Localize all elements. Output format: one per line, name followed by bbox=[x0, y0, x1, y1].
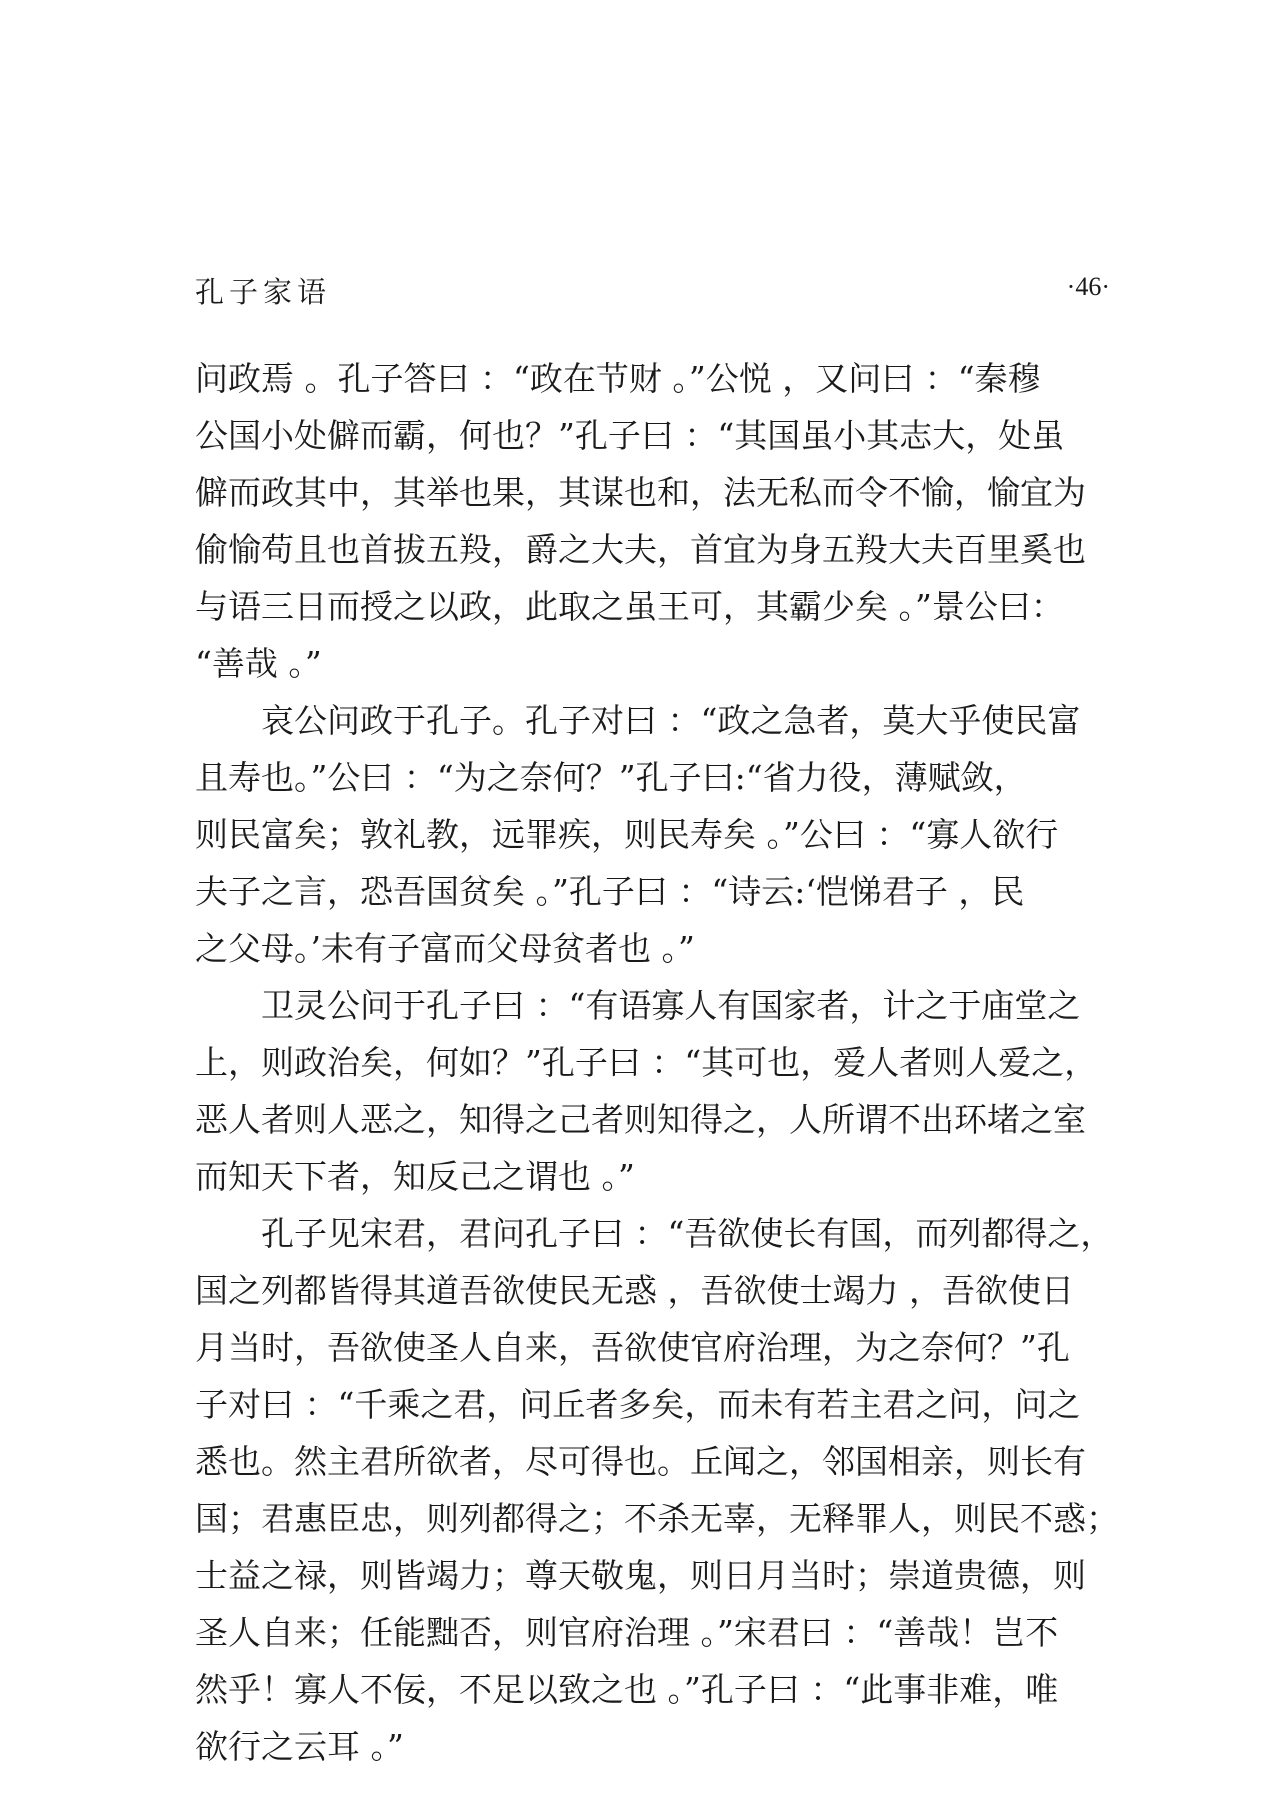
text-line: 士益之禄，则皆竭力；尊天敬鬼，则日月当时；崇道贵德，则 bbox=[195, 1556, 1086, 1595]
text-line: 与语三日而授之以政，此取之虽王可，其霸少矣 。”景公曰： bbox=[195, 587, 1064, 626]
text-line: 月当时，吾欲使圣人自来，吾欲使官府治理，为之奈何？”孔 bbox=[195, 1328, 1070, 1367]
text-line: 圣人自来；任能黜否，则官府治理 。”宋君曰 ：“善哉！岂不 bbox=[195, 1613, 1059, 1652]
page-number: ·46· bbox=[1066, 272, 1110, 301]
text-line: 上，则政治矣，何如？”孔子曰 ：“其可也，爱人者则人爱之， bbox=[195, 1043, 1098, 1082]
text-line: 且寿也。”公曰 ：“为之奈何？”孔子曰:“省力役，薄赋敛， bbox=[195, 758, 1027, 797]
text-line: 之父母。’未有子富而父母贫者也 。” bbox=[195, 929, 695, 968]
text-line: 则民富矣；敦礼教，远罪疾，则民寿矣 。”公曰 ：“寡人欲行 bbox=[195, 815, 1059, 854]
text-line: 而知天下者，知反己之谓也 。” bbox=[195, 1157, 635, 1196]
text-line: 子对曰 ：“千乘之君，问丘者多矣，而未有若主君之问，问之 bbox=[195, 1385, 1081, 1424]
text-line: 国之列都皆得其道吾欲使民无惑 ，吾欲使士竭力 ，吾欲使日 bbox=[195, 1271, 1074, 1310]
text-line: 然乎！寡人不佞，不足以致之也 。”孔子曰 ：“此事非难，唯 bbox=[195, 1670, 1059, 1709]
book-title: 孔子家语 bbox=[195, 275, 332, 309]
running-header bbox=[195, 270, 1110, 310]
text-line: 问政焉 。孔子答曰 ：“政在节财 。”公悦 ，又问曰 ：“秦穆 bbox=[195, 359, 1041, 398]
text-line: 公国小处僻而霸，何也？”孔子曰 ：“其国虽小其志大，处虽 bbox=[195, 416, 1065, 455]
text-line: 孔子见宋君，君问孔子曰 ：“吾欲使长有国，而列都得之， bbox=[261, 1214, 1114, 1253]
text-line: “善哉 。” bbox=[195, 644, 322, 683]
text-line: 恶人者则人恶之，知得之己者则知得之，人所谓不出环堵之室 bbox=[195, 1100, 1086, 1139]
body-text bbox=[195, 350, 1119, 1775]
text-line: 悉也。然主君所欲者，尽可得也。丘闻之，邻国相亲，则长有 bbox=[195, 1442, 1086, 1481]
text-line: 国；君惠臣忠，则列都得之；不杀无辜，无释罪人，则民不惑； bbox=[195, 1499, 1119, 1538]
text-line: 夫子之言，恐吾国贫矣 。”孔子曰 ：“诗云:‘恺悌君子 ，民 bbox=[195, 872, 1025, 911]
text-line: 卫灵公问于孔子曰 ：“有语寡人有国家者，计之于庙堂之 bbox=[261, 986, 1081, 1025]
text-line: 哀公问政于孔子。孔子对曰 ：“政之急者，莫大乎使民富 bbox=[261, 701, 1081, 740]
text-line: 僻而政其中，其举也果，其谋也和，法无私而令不愉，愉宜为 bbox=[195, 473, 1086, 512]
text-line: 欲行之云耳 。” bbox=[195, 1727, 404, 1766]
text-line: 偷愉苟且也首拔五羖，爵之大夫，首宜为身五羖大夫百里奚也 bbox=[195, 530, 1086, 569]
